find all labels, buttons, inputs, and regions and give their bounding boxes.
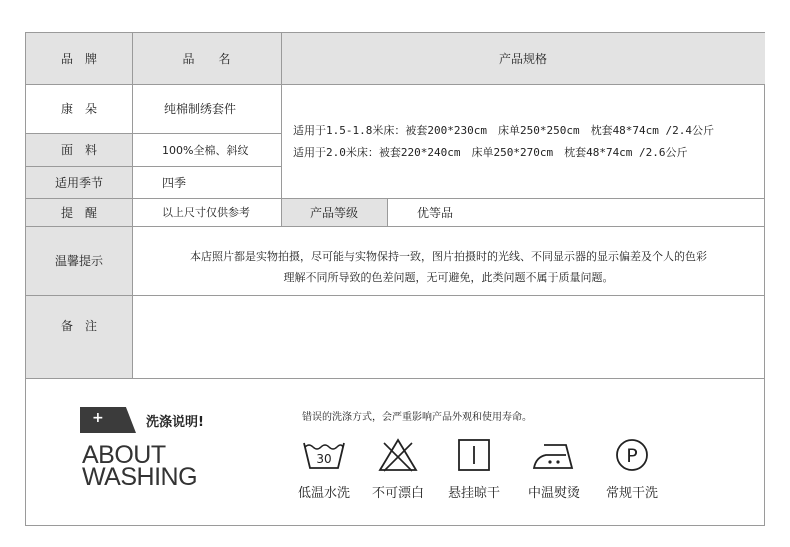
icon-label: 不可漂白 [371,486,424,501]
spec-header-text: 产品规格 [498,52,547,66]
tips-text [132,246,765,288]
wash-30-icon [296,435,352,475]
table-divider [26,198,765,199]
section-tag [80,407,136,433]
table-divider [26,226,765,227]
icon-label: 中温熨烫 [527,486,580,501]
wash-temp-text: 30 [316,452,332,466]
season-label [26,166,132,198]
grade-value-text: 优等品 [417,205,454,220]
table-divider [281,33,282,226]
table-divider [26,295,765,296]
table-divider [26,166,281,167]
product-info-card [25,32,765,526]
dry-clean-icon [604,435,660,475]
name-header [132,33,281,84]
icon-label: 常规干洗 [605,486,658,501]
tips-label [26,226,132,295]
remark-label-text: 备 注 [60,318,97,333]
medium-iron-icon [526,435,582,475]
fabric-label-text: 面 料 [60,143,97,157]
washing-warning: 错误的洗涤方式，会严重影响产品外观和使用寿命。 [302,412,532,423]
icon-label: 低温水洗 [297,486,350,501]
name-header-text: 品 名 [182,52,231,66]
season-label-text: 适用季节 [54,175,103,190]
grade-label-text: 产品等级 [309,205,358,220]
reminder-label-text: 提 醒 [60,205,97,220]
table-divider [26,133,281,134]
fabric-value-text: 100%全棉、斜纹 [162,143,249,157]
reminder-value-text: 以上尺寸仅供参考 [162,206,250,219]
brand-label [26,84,132,133]
dry-clean-letter: P [626,445,638,467]
washing-title: 洗涤说明! [146,415,204,430]
remark-label-cell [26,295,132,378]
brand-value [132,84,281,133]
brand-value-text: 纯棉制绣套件 [164,102,237,116]
season-value [132,166,281,198]
spec-header [281,33,765,84]
tips-line-1: 本店照片都是实物拍摄，尽可能与实物保持一致，图片拍摄时的光线、不同显示器的显示偏差及个人的色彩 [190,250,707,263]
plus-icon: + [92,410,104,426]
spec-line-2: 适用于2.0米床：被套220*240cm 床单250*270cm 枕套48*74cm /2.6公斤 [293,146,688,159]
no-bleach-icon [370,435,426,475]
reminder-label [26,198,132,226]
about-heading: ABOUT [82,441,166,469]
hang-dry-icon [446,435,502,475]
spec-line-1: 适用于1.5-1.8米床：被套200*230cm 床单250*250cm 枕套48*74cm /2.4公斤 [293,124,715,137]
grade-label [281,198,387,226]
washing-heading: WASHING [82,463,198,491]
brand-label-text: 康 朵 [60,102,97,116]
remark-value [132,295,765,378]
season-value-text: 四季 [162,175,187,190]
grade-value [387,198,765,226]
table-divider [132,33,133,378]
brand-header-text: 品 牌 [60,52,97,66]
fabric-label [26,133,132,166]
fabric-value [132,133,281,166]
brand-header [26,33,132,84]
tips-label-text: 温馨提示 [54,254,103,268]
reminder-value [132,198,281,226]
tips-line-2: 理解不同所导致的色差问题，无可避免，此类问题不属于质量问题。 [283,271,614,284]
icon-label: 悬挂晾干 [447,486,500,501]
table-divider [387,198,388,226]
table-divider [26,84,765,85]
table-divider [26,378,765,379]
